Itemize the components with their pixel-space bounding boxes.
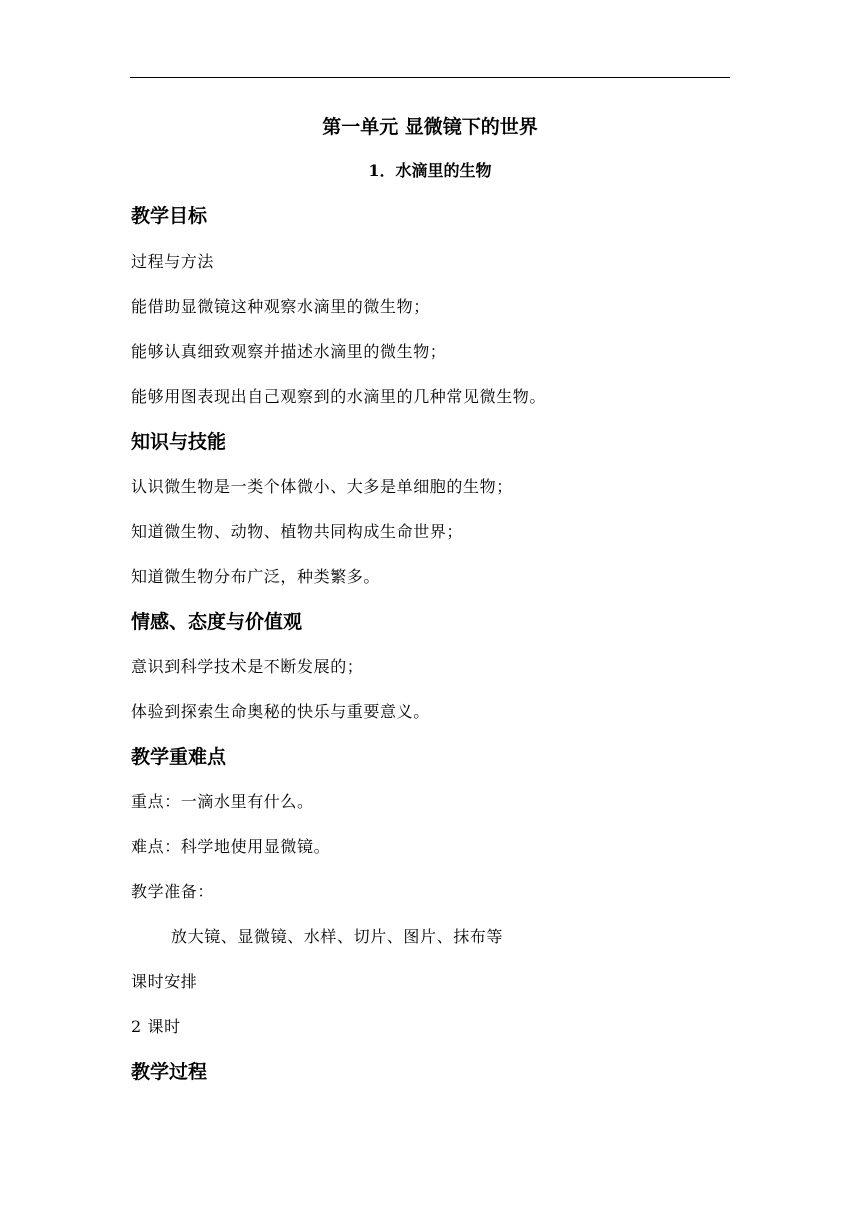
- knowledge-line: 认识微生物是一类个体微小、大多是单细胞的生物；: [131, 477, 513, 496]
- section-heading-attitudes: 情感、态度与价值观: [131, 611, 303, 633]
- objective-line: 能够用图表现出自己观察到的水滴里的几种常见微生物。: [131, 387, 547, 406]
- section-heading-key-points: 教学重难点: [131, 746, 227, 768]
- attitude-line: 意识到科学技术是不断发展的；: [131, 657, 364, 676]
- section-heading-process: 教学过程: [131, 1061, 208, 1083]
- unit-title: 第一单元 显微镜下的世界: [322, 116, 538, 138]
- section-heading-objectives: 教学目标: [131, 205, 208, 227]
- difficulty-line: 难点：科学地使用显微镜。: [131, 837, 331, 856]
- attitude-line: 体验到探索生命奥秘的快乐与重要意义。: [131, 702, 430, 721]
- objective-line: 能够认真细致观察并描述水滴里的微生物；: [131, 342, 447, 361]
- preparation-label: 教学准备：: [131, 882, 215, 901]
- objective-line: 能借助显微镜这种观察水滴里的微生物；: [131, 297, 430, 316]
- lesson-title: 1．水滴里的生物: [368, 161, 492, 180]
- header-rule: [130, 77, 730, 78]
- key-point-line: 重点：一滴水里有什么。: [131, 792, 314, 811]
- schedule-label: 课时安排: [131, 972, 198, 991]
- knowledge-line: 知道微生物、动物、植物共同构成生命世界；: [131, 522, 464, 541]
- subheading-process-methods: 过程与方法: [131, 252, 215, 271]
- section-heading-knowledge-skills: 知识与技能: [131, 431, 227, 453]
- schedule-value: 2 课时: [131, 1017, 181, 1036]
- preparation-materials: 放大镜、显微镜、水样、切片、图片、抹布等: [171, 927, 504, 946]
- knowledge-line: 知道微生物分布广泛，种类繁多。: [131, 567, 381, 586]
